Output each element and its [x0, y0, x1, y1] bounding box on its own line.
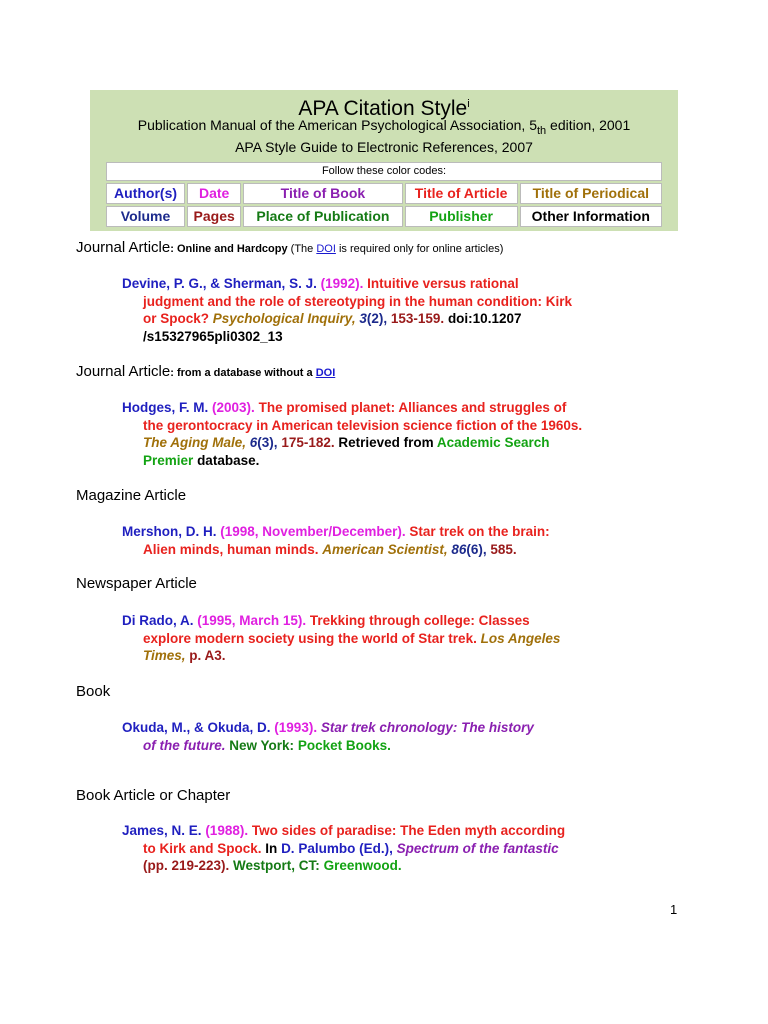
code-volume: Volume — [106, 206, 185, 227]
code-title-of-periodical: Title of Periodical — [520, 183, 662, 204]
code-date: Date — [187, 183, 241, 204]
code-other-information: Other Information — [520, 206, 662, 227]
section-heading-journal-database: Journal Article: from a database without a DOI — [76, 363, 336, 380]
section-heading-book: Book — [76, 683, 111, 700]
section-heading-journal-online: Journal Article: Online and Hardcopy (The DOI is required only for online articles) — [76, 239, 504, 256]
reference-journal-online: Devine, P. G., & Sherman, S. J. (1992). Intuitive versus rational judgment and the role of stereotyping in the human condition: Kirk or Spock? Psychological Inquiry, 3(2), 153-159. doi:10.1207 /s15327965pli0302_13 — [122, 276, 573, 344]
reference-book-chapter: James, N. E. (1988). Two sides of paradise: The Eden myth according to Kirk and Spock. In D. Palumbo (Ed.), Spectrum of the fantastic (pp. 219-223). Westport, CT: Greenwood. — [122, 823, 566, 873]
section-heading-book-chapter: Book Article or Chapter — [76, 787, 231, 804]
reference-magazine: Mershon, D. H. (1998, November/December). Star trek on the brain: Alien minds, human minds. American Scientist, 86(6), 585. — [122, 524, 550, 557]
code-place-of-publication: Place of Publication — [243, 206, 402, 227]
code-author: Author(s) — [106, 183, 185, 204]
code-pages: Pages — [187, 206, 241, 227]
color-code-header — [90, 90, 678, 231]
color-code-table — [104, 160, 664, 229]
color-code-instruction: Follow these color codes: — [106, 162, 662, 181]
section-heading-magazine: Magazine Article — [76, 487, 187, 504]
reference-journal-database: Hodges, F. M. (2003). The promised planet: Alliances and struggles of the gerontocracy in American television science fiction of the 1960s. The Aging Male, 6(3), 175-182. Retrieved from Academic Search Premier database. — [122, 400, 583, 468]
guide-subtitle: APA Style Guide to Electronic References, 2007 — [235, 138, 533, 155]
code-title-of-book: Title of Book — [243, 183, 402, 204]
code-title-of-article: Title of Article — [405, 183, 518, 204]
doi-link[interactable]: DOI — [316, 243, 336, 255]
reference-book: Okuda, M., & Okuda, D. (1993). Star trek chronology: The history of the future. New York: Pocket Books. — [122, 720, 534, 753]
section-heading-newspaper: Newspaper Article — [76, 575, 197, 592]
page-number: 1 — [670, 902, 678, 917]
manual-subtitle: Publication Manual of the American Psychological Association, $5_{th}$ edition, 2001 — [137, 117, 631, 137]
doi-link[interactable]: DOI — [315, 367, 336, 379]
reference-newspaper: Di Rado, A. (1995, March 15). Trekking through college: Classes explore modern society using the world of Star trek. Los Angeles Times, p. A3. — [122, 613, 561, 663]
page-title: APA Citation Style$^i$ — [298, 97, 470, 120]
code-publisher: Publisher — [405, 206, 518, 227]
